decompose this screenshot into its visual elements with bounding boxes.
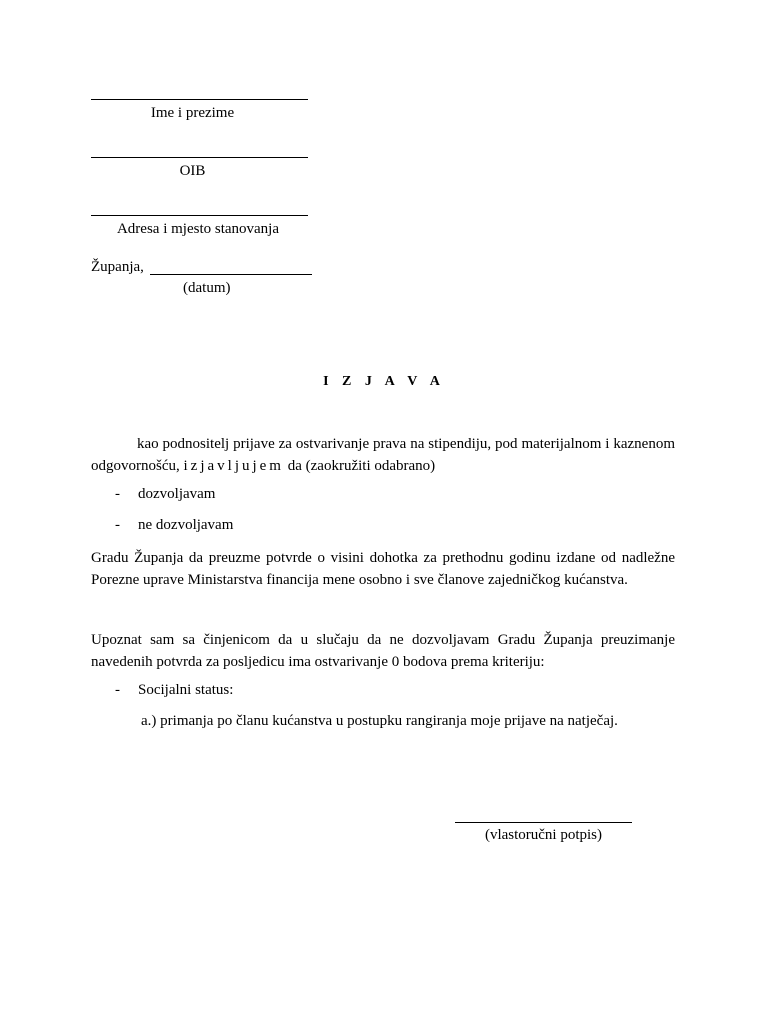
- consent-paragraph: Gradu Županja da preuzme potvrde o visini dohotka za prethodnu godinu izdane od nadležne Porezne uprave Ministarstva financija mene osobno i sve članove zajedničkog kućanstva.: [91, 550, 675, 588]
- intro-text-end: da (zaokružiti odabrano): [287, 458, 436, 474]
- place-label: Županja,: [91, 259, 144, 275]
- date-label: (datum): [183, 280, 231, 296]
- criterion-sub-item: a.) primanja po članu kućanstva u postupku rangiranja moje prijave na natječaj.: [141, 713, 618, 729]
- name-line: [91, 99, 308, 100]
- criterion-dash: -: [115, 682, 120, 698]
- address-label: Adresa i mjesto stanovanja: [116, 221, 280, 237]
- date-line: [150, 274, 312, 275]
- intro-declare-word: izjavljujem: [183, 458, 284, 474]
- option-dash-1: -: [115, 486, 120, 502]
- oib-line: [91, 157, 308, 158]
- intro-paragraph: [91, 433, 675, 477]
- name-label: Ime i prezime: [150, 105, 235, 121]
- signature-line: [455, 822, 632, 823]
- document-title: I Z J A V A: [323, 374, 445, 389]
- option-allow: dozvoljavam: [138, 486, 216, 502]
- intro-text-start: kao podnositelj prijave za ostvarivanje prava na stipendiju, pod materijalnom i kaznenom odgovornošću,: [91, 436, 675, 474]
- acknowledgement-paragraph: Upoznat sam sa činjenicom da u slučaju da ne dozvoljavam Gradu Županja preuzimanje navedenih potvrda za posljedicu ima ostvarivanje 0 bodova prema kriteriju:: [91, 632, 675, 670]
- oib-label: OIB: [179, 163, 206, 179]
- option-deny: ne dozvoljavam: [138, 517, 234, 533]
- address-line: [91, 215, 308, 216]
- signature-label: (vlastoručni potpis): [484, 827, 603, 843]
- option-dash-2: -: [115, 517, 120, 533]
- criterion-label: Socijalni status:: [138, 682, 234, 698]
